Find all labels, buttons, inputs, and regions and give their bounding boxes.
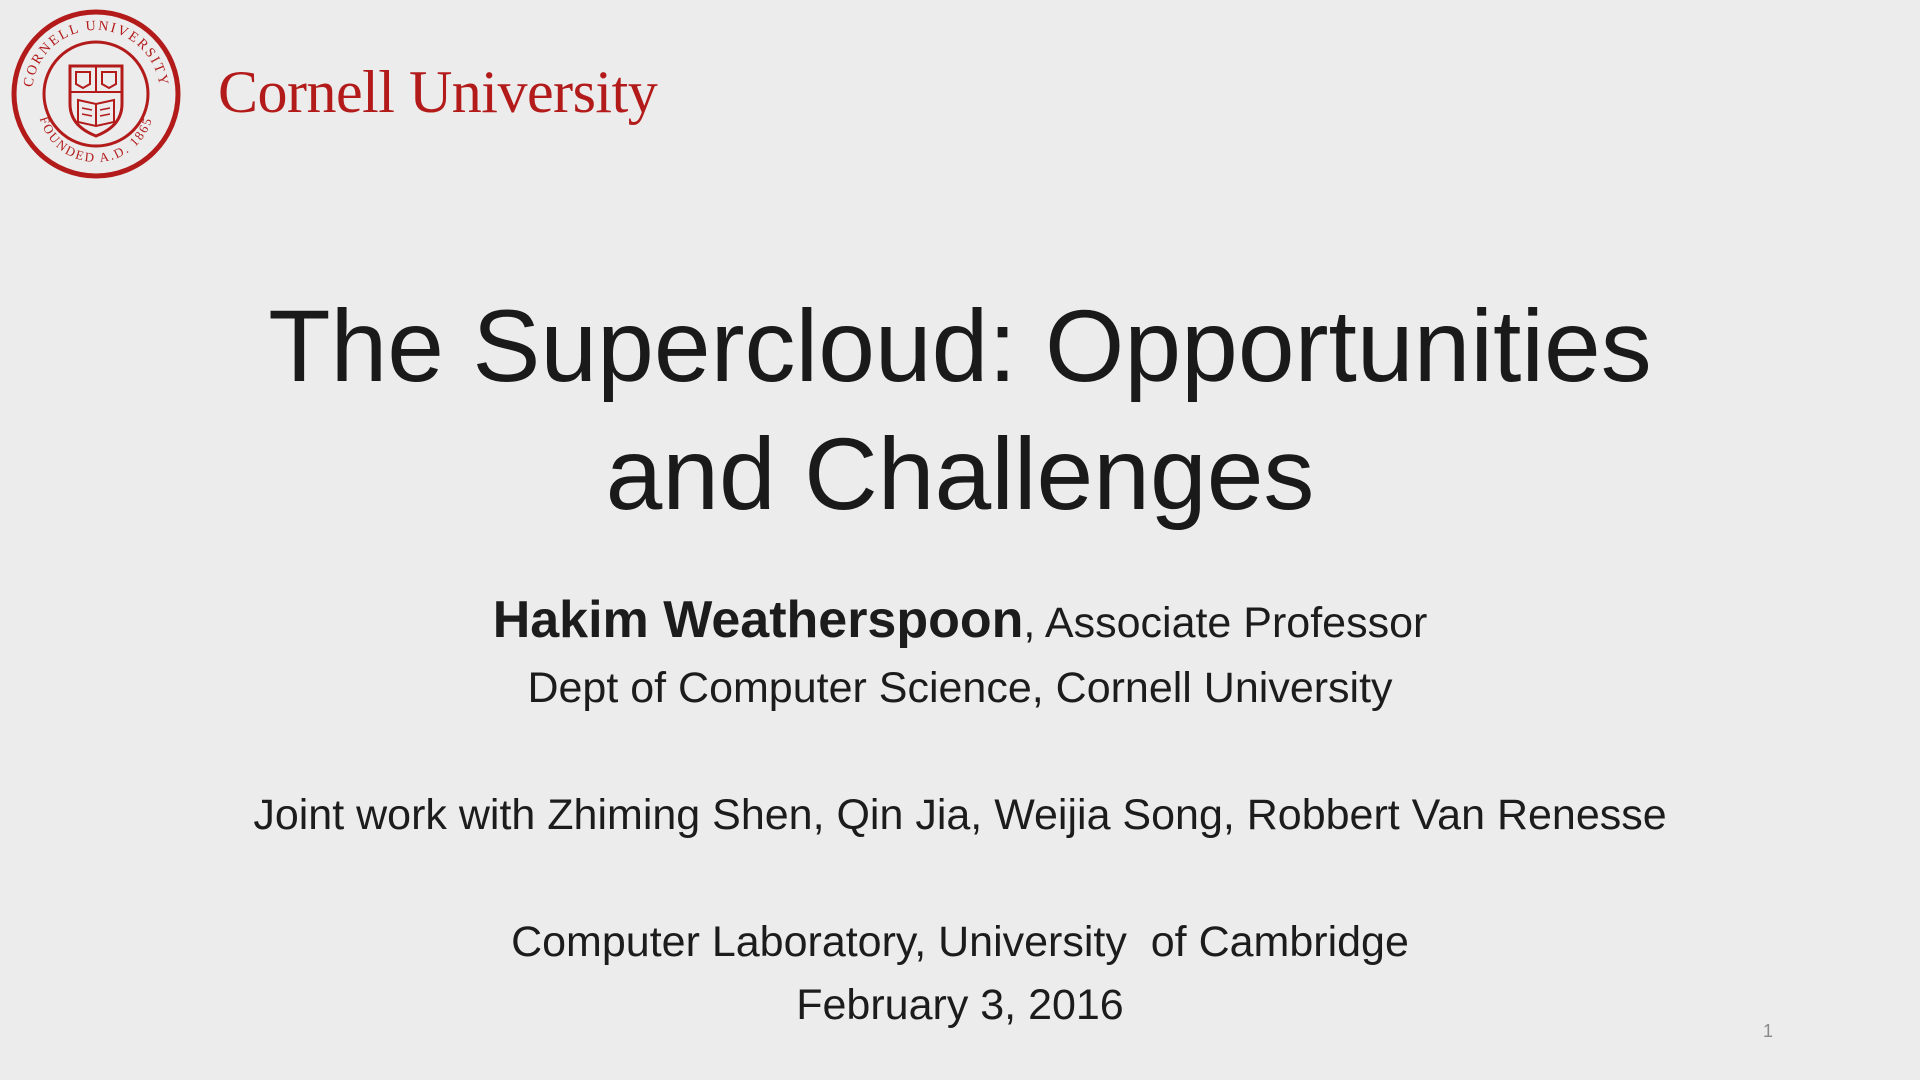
slide-title-line-2: and Challenges <box>605 417 1315 531</box>
seal-text-top: CORNELL UNIVERSITY <box>21 18 171 89</box>
joint-work-line: Joint work with Zhiming Shen, Qin Jia, Weijia Song, Robbert Van Renesse <box>253 791 1667 839</box>
cornell-wordmark: Cornell University <box>218 59 658 125</box>
cornell-seal-icon <box>10 8 182 180</box>
author-name: Hakim Weatherspoon <box>492 591 1024 649</box>
author-line <box>0 591 1920 649</box>
venue-line: Computer Laboratory, University of Cambridge <box>511 918 1409 966</box>
slide-title-line-1: The Supercloud: Opportunities <box>268 289 1652 403</box>
presentation-date: February 3, 2016 <box>796 981 1124 1029</box>
author-department: Dept of Computer Science, Cornell University <box>527 664 1393 712</box>
slide-number: 1 <box>1762 1021 1773 1041</box>
seal-text-bottom: FOUNDED A.D. 1865 <box>36 114 156 166</box>
author-role: , Associate Professor <box>1023 599 1428 647</box>
